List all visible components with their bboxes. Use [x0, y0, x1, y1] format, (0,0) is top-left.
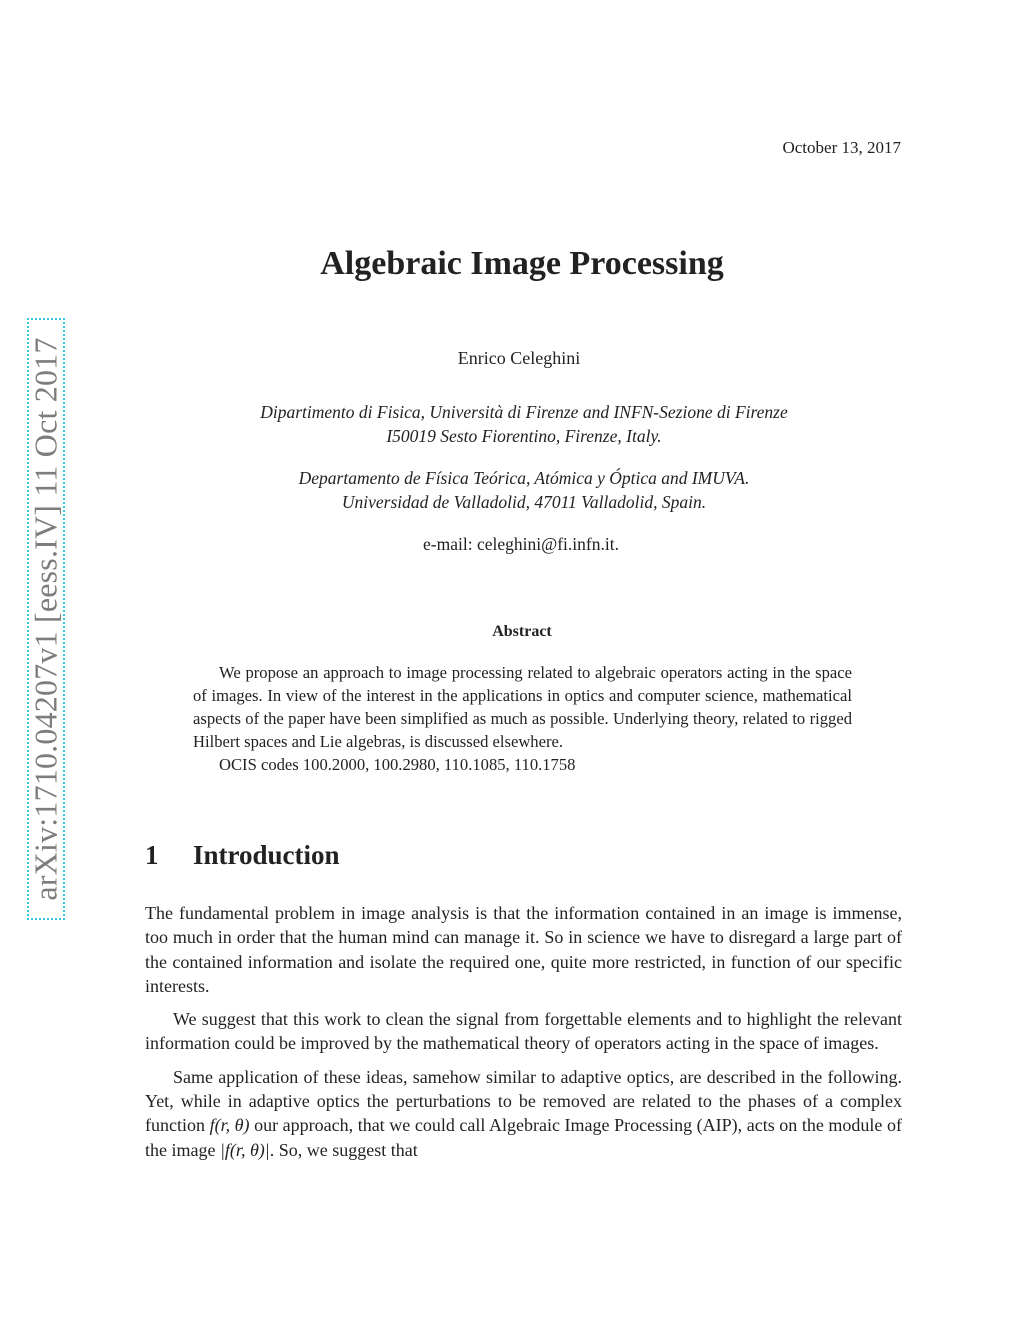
affiliation-line: I50019 Sesto Fiorentino, Firenze, Italy.: [386, 426, 662, 446]
section-heading-introduction: [145, 840, 340, 871]
author-email: e-mail: celeghini@fi.infn.it.: [423, 534, 619, 554]
paper-date: October 13, 2017: [782, 138, 901, 157]
paragraph-text: . So, we suggest that: [269, 1139, 418, 1160]
paper-author: Enrico Celeghini: [457, 348, 581, 368]
math-expression: |f(r, θ)|: [219, 1139, 270, 1160]
abstract-text: We propose an approach to image processing related to algebraic operators acting in the space of images. In view of the interest in the applications in optics and computer science, mathematical aspects of the paper have been simplified as much as possible. Underlying theory, related to rigged Hilbert spaces and Lie algebras, is discussed elsewhere.: [193, 663, 852, 751]
affiliation-line: Departamento de Física Teórica, Atómica y Óptica and IMUVA.: [298, 468, 750, 488]
paragraph: The fundamental problem in image analysis is that the information contained in an image is immense, too much in order that the human mind can manage it. So in science we have to disregard a large part of the contained information and isolate the required one, quite more restricted, in function of our specific interests.: [145, 903, 902, 996]
paragraph: We suggest that this work to clean the signal from forgettable elements and to highlight the relevant information could be improved by the mathematical theory of operators acting in the space of images.: [145, 1009, 902, 1054]
affiliation-florence: [0, 400, 1024, 448]
paragraph-text: our approach, that we could call Algebraic Image Processing (AIP), acts on the module of the image: [145, 1115, 902, 1160]
section-number: 1: [145, 840, 159, 870]
affiliation-line: Dipartimento di Fisica, Università di Firenze and INFN-Sezione di Firenze: [260, 402, 788, 422]
arxiv-identifier-text: arXiv:1710.04207v1 [eess.IV] 11 Oct 2017: [27, 337, 64, 901]
affiliation-valladolid: [0, 466, 1024, 514]
paragraph: [145, 1065, 902, 1162]
abstract-heading: Abstract: [492, 623, 552, 640]
math-expression: f(r, θ): [209, 1115, 250, 1136]
paper-title: Algebraic Image Processing: [320, 245, 724, 282]
ocis-codes: OCIS codes 100.2000, 100.2980, 110.1085, 110.1758: [219, 755, 576, 774]
paragraph-text: Same application of these ideas, samehow similar to adaptive optics, are described in the following. Yet, while in adaptive optics the perturbations to be removed are related to the phases of a complex function: [145, 1066, 902, 1136]
section-title: Introduction: [193, 840, 340, 870]
introduction-body: [145, 901, 902, 1171]
abstract-body: [193, 661, 852, 776]
affiliation-line: Universidad de Valladolid, 47011 Valladolid, Spain.: [341, 492, 707, 512]
